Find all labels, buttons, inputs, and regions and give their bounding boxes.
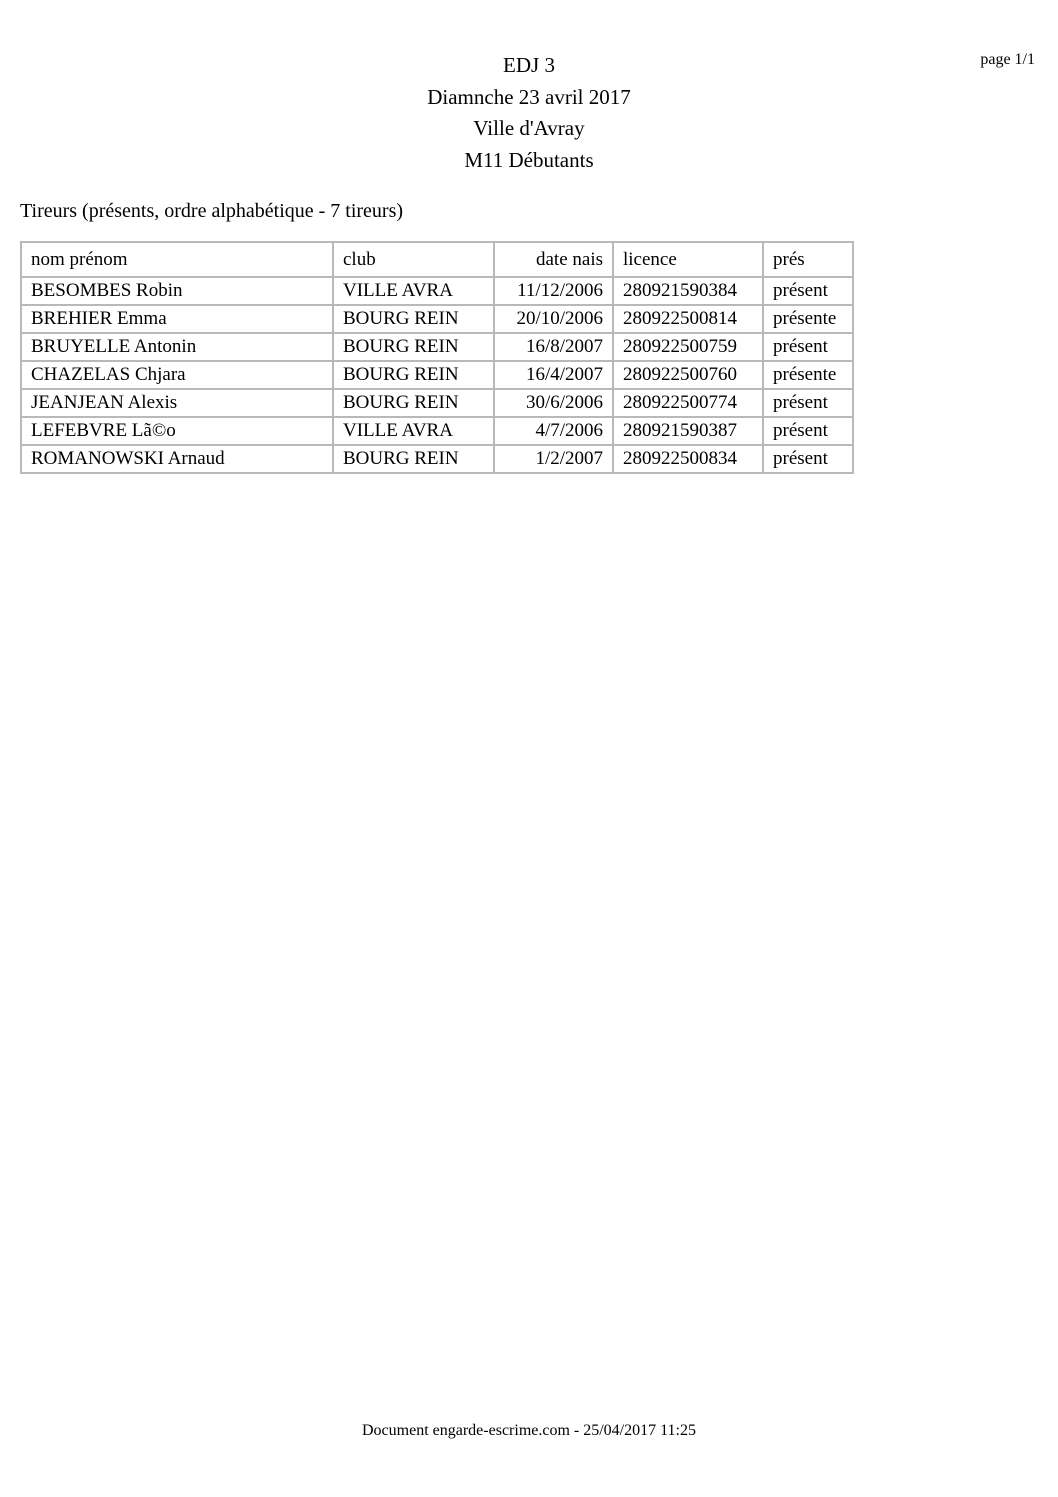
event-category: M11 Débutants bbox=[464, 147, 594, 172]
table-row bbox=[21, 445, 853, 473]
table-row bbox=[21, 361, 853, 389]
header-name: nom prénom bbox=[21, 242, 333, 277]
cell-birthdate: 30/6/2006 bbox=[494, 389, 613, 417]
cell-birthdate: 4/7/2006 bbox=[494, 417, 613, 445]
header-presence: prés bbox=[763, 242, 853, 277]
cell-club: BOURG REIN bbox=[333, 333, 494, 361]
table-row bbox=[21, 417, 853, 445]
table-row bbox=[21, 305, 853, 333]
table-row bbox=[21, 389, 853, 417]
cell-name: BRUYELLE Antonin bbox=[21, 333, 333, 361]
cell-presence: présente bbox=[763, 305, 853, 333]
cell-birthdate: 1/2/2007 bbox=[494, 445, 613, 473]
cell-licence: 280922500759 bbox=[613, 333, 763, 361]
table-row bbox=[21, 277, 853, 305]
section-title: Tireurs (présents, ordre alphabétique - 7 tireurs) bbox=[20, 200, 404, 222]
cell-club: BOURG REIN bbox=[333, 389, 494, 417]
cell-club: VILLE AVRA bbox=[333, 277, 494, 305]
event-location: Ville d'Avray bbox=[473, 116, 585, 140]
cell-birthdate: 11/12/2006 bbox=[494, 277, 613, 305]
cell-presence: présent bbox=[763, 389, 853, 417]
cell-club: BOURG REIN bbox=[333, 445, 494, 473]
cell-name: JEANJEAN Alexis bbox=[21, 389, 333, 417]
page-number: page 1/1 bbox=[980, 51, 1035, 68]
cell-club: BOURG REIN bbox=[333, 305, 494, 333]
cell-presence: présent bbox=[763, 445, 853, 473]
cell-name: LEFEBVRE Lã©o bbox=[21, 417, 333, 445]
cell-licence: 280921590387 bbox=[613, 417, 763, 445]
cell-name: BESOMBES Robin bbox=[21, 277, 333, 305]
document-header bbox=[0, 50, 1058, 176]
cell-club: VILLE AVRA bbox=[333, 417, 494, 445]
event-title: EDJ 3 bbox=[503, 53, 555, 77]
cell-licence: 280922500814 bbox=[613, 305, 763, 333]
cell-licence: 280922500774 bbox=[613, 389, 763, 417]
header-licence: licence bbox=[613, 242, 763, 277]
event-date: Diamnche 23 avril 2017 bbox=[427, 84, 631, 109]
cell-birthdate: 16/8/2007 bbox=[494, 333, 613, 361]
cell-licence: 280922500834 bbox=[613, 445, 763, 473]
cell-name: CHAZELAS Chjara bbox=[21, 361, 333, 389]
cell-name: ROMANOWSKI Arnaud bbox=[21, 445, 333, 473]
header-club: club bbox=[333, 242, 494, 277]
document-footer: Document engarde-escrime.com - 25/04/2017 11:25 bbox=[362, 1422, 696, 1439]
cell-licence: 280922500760 bbox=[613, 361, 763, 389]
cell-presence: présent bbox=[763, 277, 853, 305]
cell-presence: présent bbox=[763, 417, 853, 445]
cell-presence: présent bbox=[763, 333, 853, 361]
cell-licence: 280921590384 bbox=[613, 277, 763, 305]
cell-club: BOURG REIN bbox=[333, 361, 494, 389]
cell-birthdate: 20/10/2006 bbox=[494, 305, 613, 333]
fencers-table bbox=[20, 241, 854, 474]
table-header-row bbox=[21, 242, 853, 277]
cell-presence: présente bbox=[763, 361, 853, 389]
table-row bbox=[21, 333, 853, 361]
header-birthdate: date nais bbox=[494, 242, 613, 277]
cell-name: BREHIER Emma bbox=[21, 305, 333, 333]
cell-birthdate: 16/4/2007 bbox=[494, 361, 613, 389]
